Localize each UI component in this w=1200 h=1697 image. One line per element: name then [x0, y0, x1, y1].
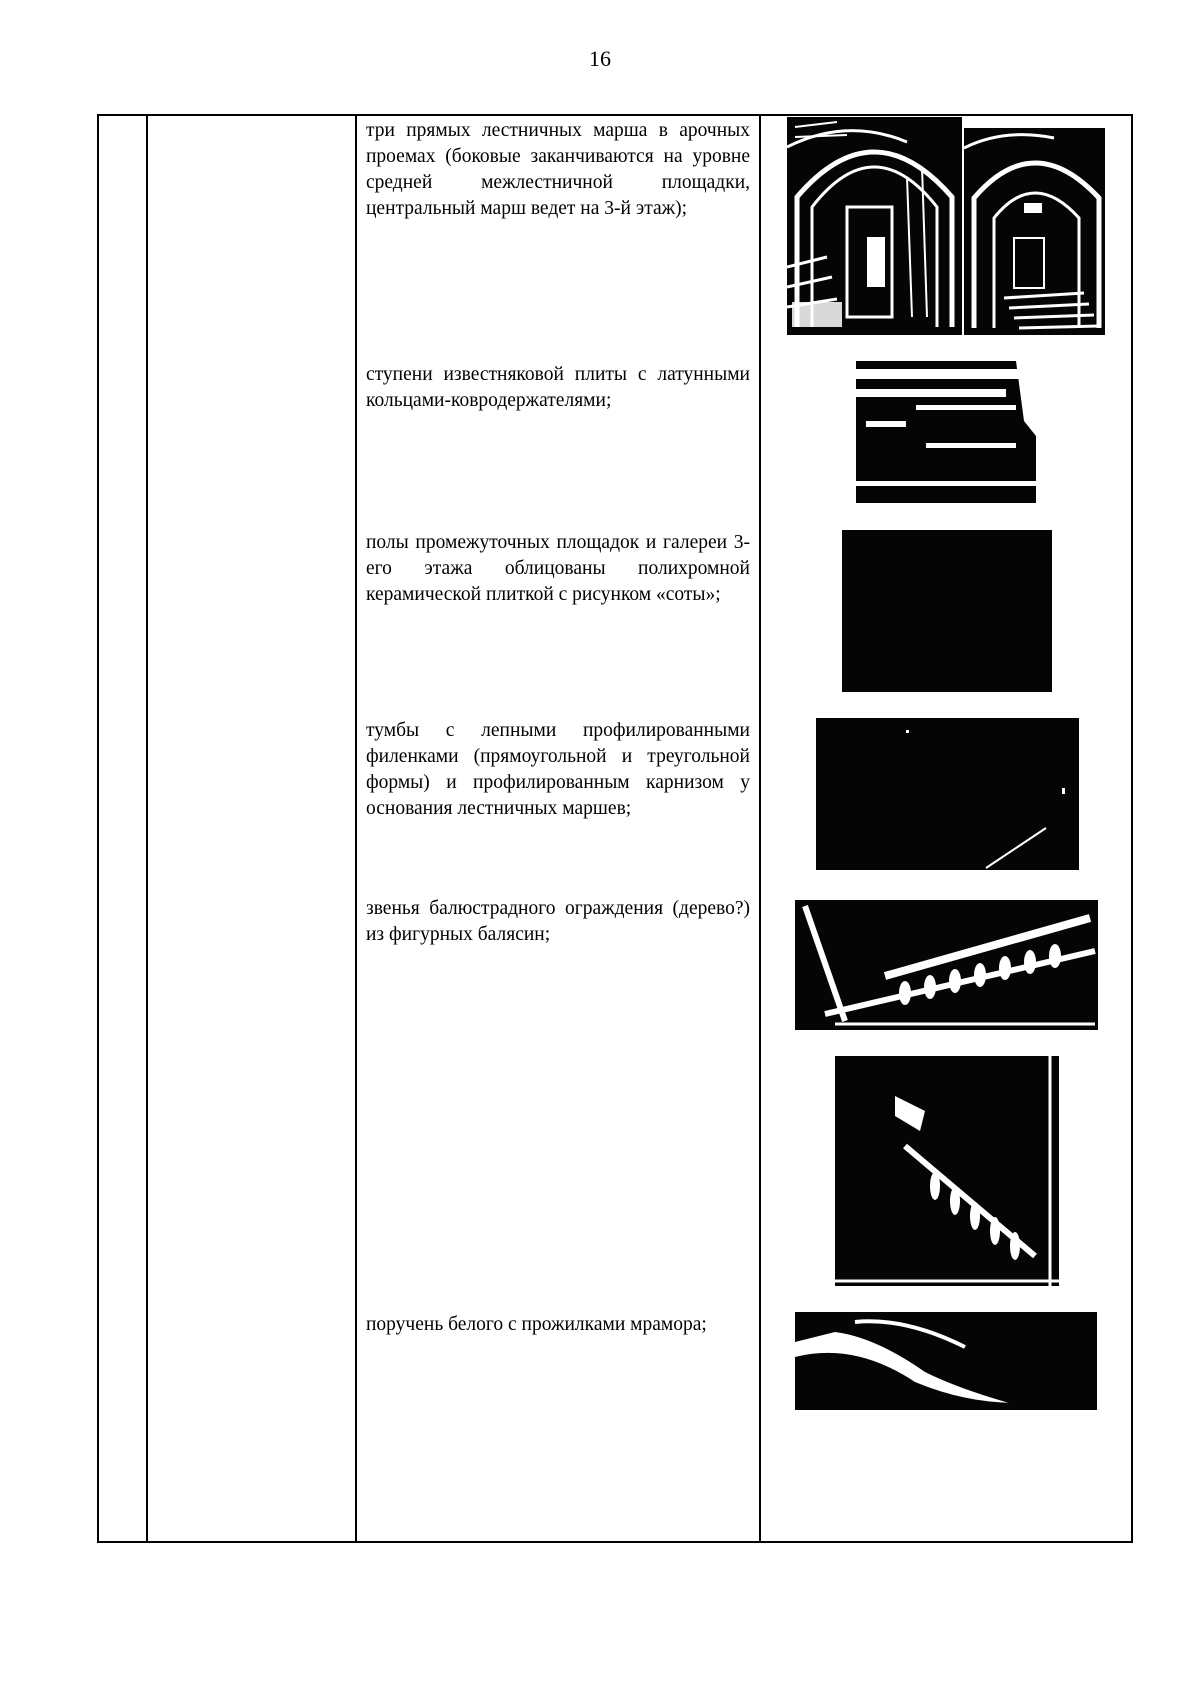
table-border-top	[97, 114, 1133, 116]
description-marble-handrail: поручень белого с прожилками мрамора;	[366, 1314, 707, 1335]
column-divider-3	[759, 114, 761, 1543]
description-balustrade: звенья балюстрадного ограждения (дерево?) из фигурных балясин;	[366, 898, 750, 945]
staircase-arches-photo-right	[964, 128, 1105, 335]
balustrade-photo-2	[835, 1056, 1059, 1286]
description-limestone-steps: ступени известняковой плиты с латунными кольцами-ковродержателями;	[366, 364, 750, 411]
table-border-left	[97, 114, 99, 1543]
description-ceramic-floor: полы промежуточных площадок и галереи 3-его этажа облицованы полихромной керамической плиткой с рисунком «соты»;	[366, 532, 750, 605]
limestone-steps-photo	[856, 361, 1036, 503]
ceramic-tile-floor-photo	[842, 530, 1052, 692]
description-newel-pedestals: тумбы с лепными профилированными филенками (прямоугольной и треугольной формы) и профилированным карнизом у основания лестничных маршев;	[366, 720, 750, 819]
column-divider-2	[355, 114, 357, 1543]
page-number: 16	[589, 46, 611, 71]
newel-pedestal-photo	[816, 718, 1079, 870]
table-border-bottom	[97, 1541, 1133, 1543]
staircase-arches-photo-left	[787, 117, 962, 335]
description-staircase-marches: три прямых лестничных марша в арочных проемах (боковые заканчиваются на уровне средней межлестничной площадки, центральный марш ведет на 3-й этаж);	[366, 120, 750, 219]
column-divider-1	[146, 114, 148, 1543]
balustrade-photo-1	[795, 896, 1098, 1030]
marble-handrail-photo	[795, 1312, 1097, 1414]
table-border-right	[1131, 114, 1133, 1543]
